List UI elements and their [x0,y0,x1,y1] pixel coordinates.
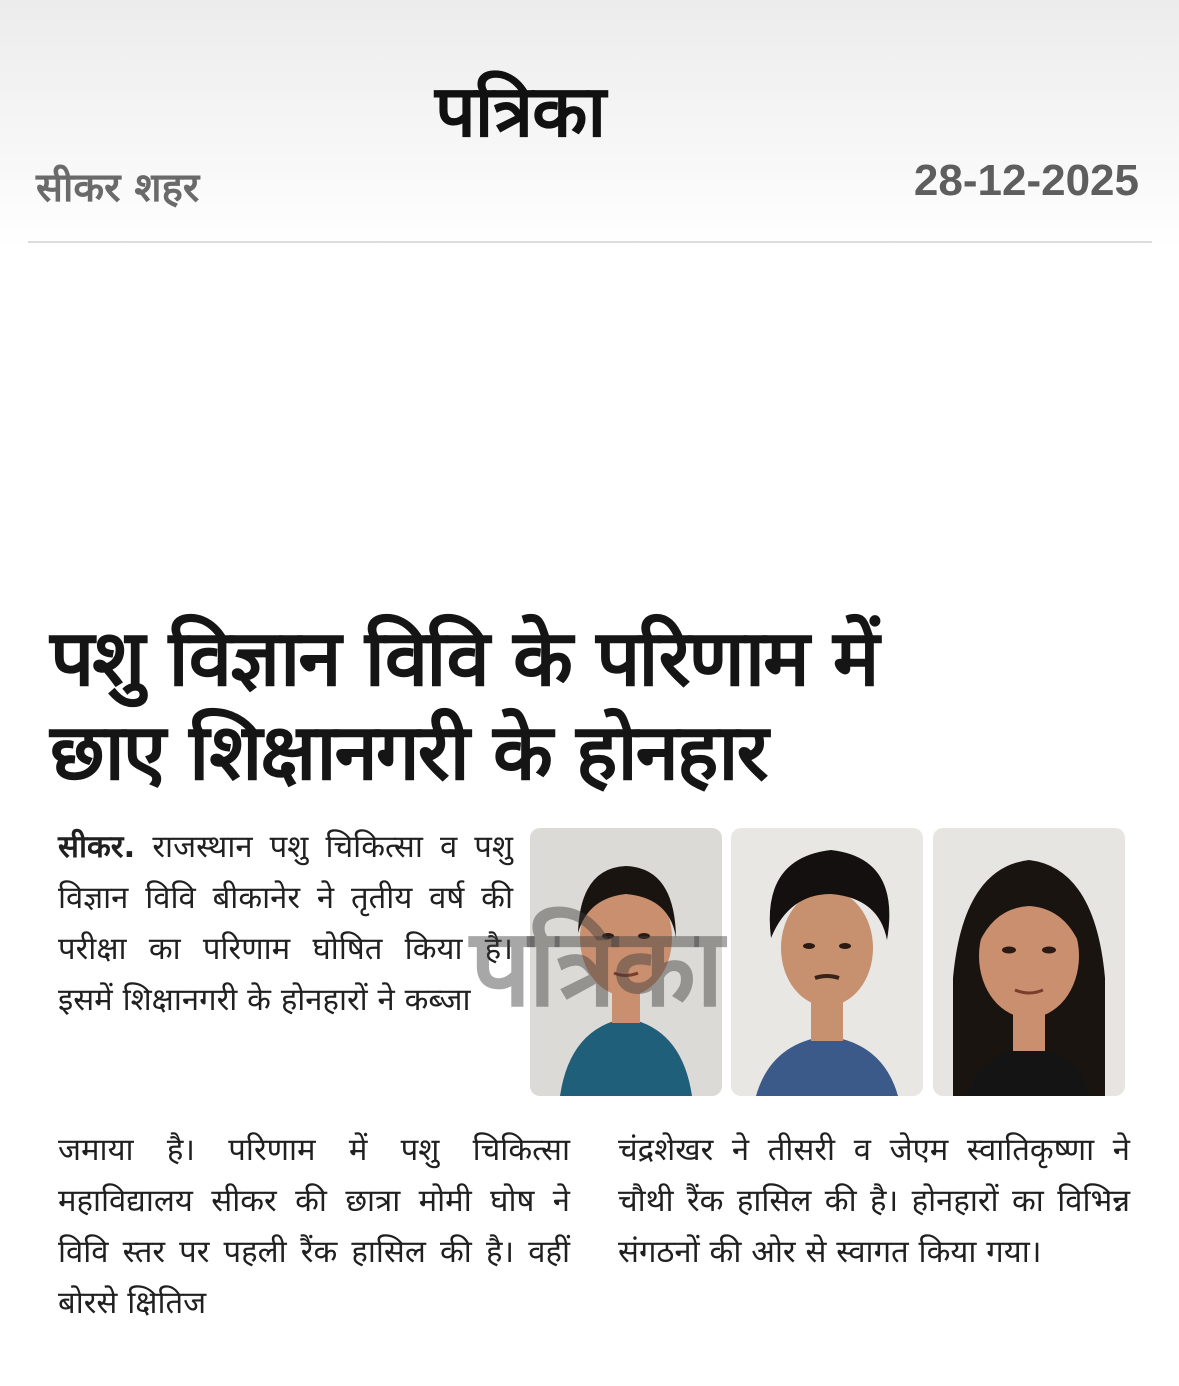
masthead-logo: पत्रिका [434,68,606,153]
headline-line-2: छाए शिक्षानगरी के होनहार [50,708,767,798]
article-dateline: सीकर. [58,829,136,865]
article-body-text-1: राजस्थान पशु चिकित्सा व पशु विज्ञान विवि बीकानेर ने तृतीय वर्ष की परीक्षा का परिणाम घोषित किया है। इसमें शिक्षानगरी के होनहारों ने कब्जा [58,829,513,1018]
headline-line-1: पशु विज्ञान विवि के परिणाम में [50,614,878,704]
edition-label: सीकर शहर [36,165,200,211]
article-headline [50,612,1130,800]
article-body-col1-top [58,822,513,1026]
article-body-col2: चंद्रशेखर ने तीसरी व जेएम स्वातिकृष्णा ने चौथी रैंक हासिल की है। होनहारों का विभिन्न संगठनों की ओर से स्वागत किया गया। [618,1132,1130,1270]
photo-watermark: पत्रिका [470,905,721,1031]
header-divider [28,241,1152,243]
student-photo-3 [933,828,1125,1096]
article-body-col1-bottom: जमाया है। परिणाम में पशु चिकित्सा महाविद्यालय सीकर की छात्रा मोमी घोष ने विवि स्तर पर पहली रैंक हासिल की है। वहीं बोरसे क्षितिज [58,1132,570,1321]
publication-date: 28-12-2025 [913,156,1139,205]
